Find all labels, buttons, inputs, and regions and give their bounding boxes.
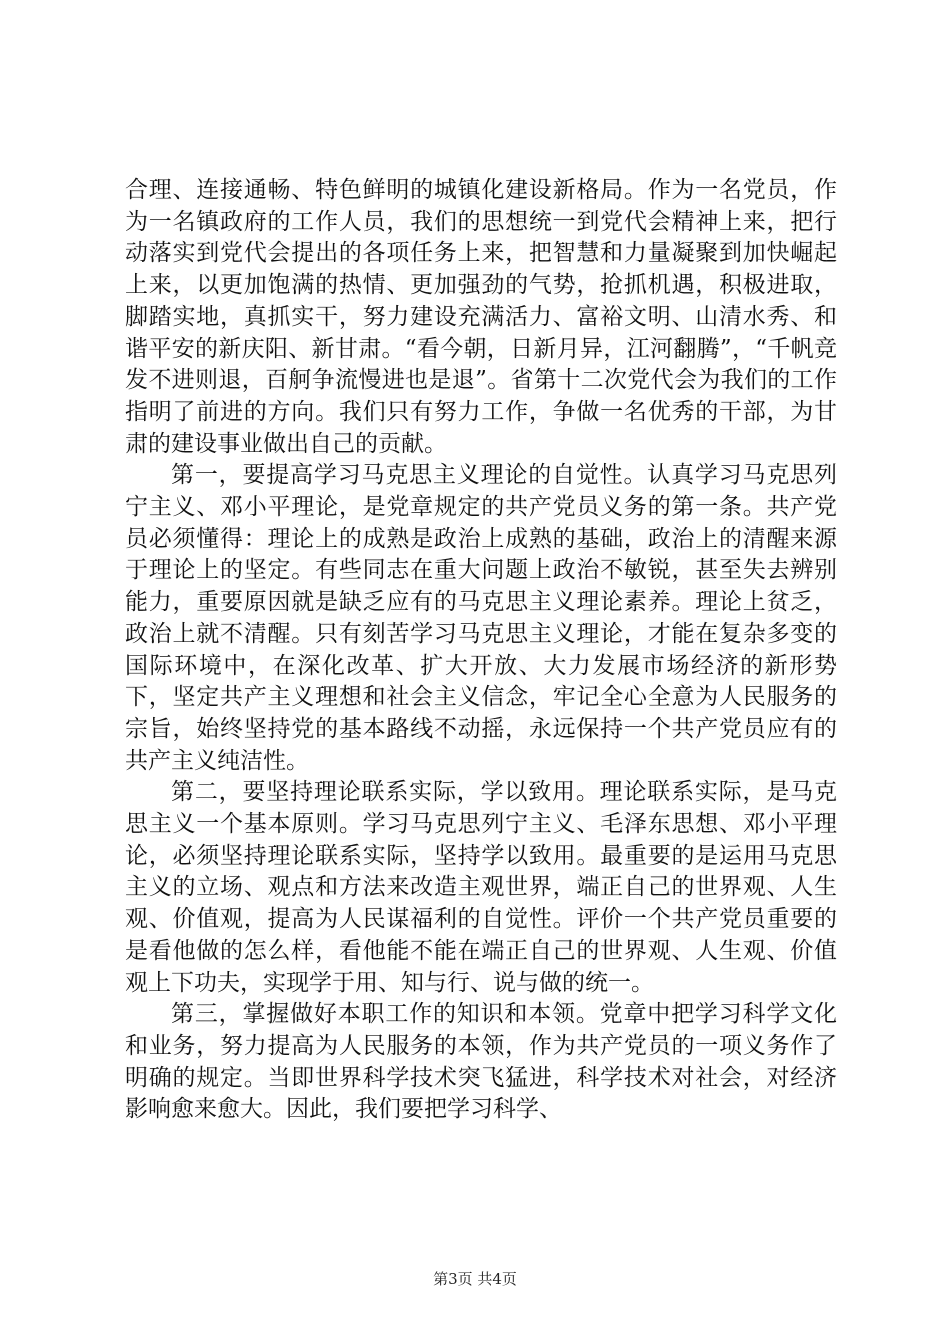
paragraph-2: 第一，要提高学习马克思主义理论的自觉性。认真学习马克思列宁主义、邓小平理论，是党章规定的共产党员义务的第一条。共产党员必须懂得：理论上的成熟是政治上成熟的基础，政治上的清醒来源于理论上的坚定。有些同志在重大问题上政治不敏锐，甚至失去辨别能力，重要原因就是缺乏应有的马克思主义理论素养。理论上贫乏，政治上就不清醒。只有刻苦学习马克思主义理论，才能在复杂多变的国际环境中，在深化改革、扩大开放、大力发展市场经济的新形势下，坚定共产主义理想和社会主义信念，牢记全心全意为人民服务的宗旨，始终坚持党的基本路线不动摇，永远保持一个共产党员应有的共产主义纯洁性。 (125, 462, 837, 774)
page-footer: 第3页 共4页 (433, 1270, 517, 1288)
document-body (125, 175, 837, 1126)
paragraph-3: 第二，要坚持理论联系实际，学以致用。理论联系实际，是马克思主义一个基本原则。学习马克思列宁主义、毛泽东思想、邓小平理论，必须坚持理论联系实际，坚持学以致用。最重要的是运用马克思主义的立场、观点和方法来改造主观世界，端正自己的世界观、人生观、价值观，提高为人民谋福利的自觉性。评价一个共产党员重要的是看他做的怎么样，看他能不能在端正自己的世界观、人生观、价值观上下功夫，实现学于用、知与行、说与做的统一。 (125, 779, 837, 996)
paragraph-4: 第三，掌握做好本职工作的知识和本领。党章中把学习科学文化和业务，努力提高为人民服务的本领，作为共产党员的一项义务作了明确的规定。当即世界科学技术突飞猛进，科学技术对社会，对经济影响愈来愈大。因此，我们要把学习科学、 (125, 1001, 837, 1123)
paragraph-1: 合理、连接通畅、特色鲜明的城镇化建设新格局。作为一名党员，作为一名镇政府的工作人员，我们的思想统一到党代会精神上来，把行动落实到党代会提出的各项任务上来，把智慧和力量凝聚到加快崛起上来，以更加饱满的热情、更加强劲的气势，抢抓机遇，积极进取，脚踏实地，真抓实干，努力建设充满活力、富裕文明、山清水秀、和谐平安的新庆阳、新甘肃。“看今朝，日新月异，江河翻腾”，“千帆竞发不进则退，百舸争流慢进也是退”。省第十二次党代会为我们的工作指明了前进的方向。我们只有努力工作，争做一名优秀的干部，为甘肃的建设事业做出自己的贡献。 (125, 177, 837, 457)
